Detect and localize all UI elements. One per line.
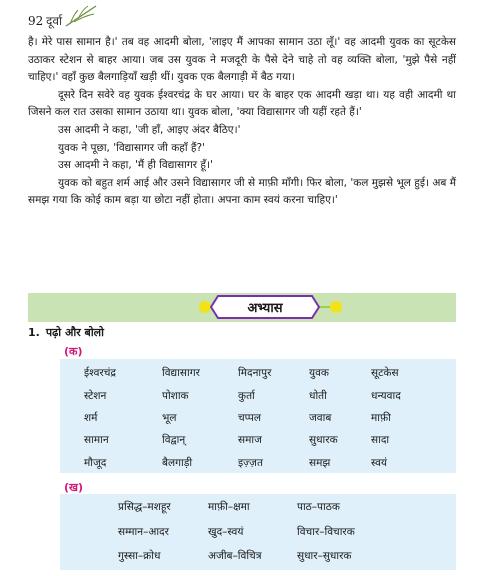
paragraph: दूसरे दिन सवेरे वह युवक ईश्वरचंद्र के घर आया। घर के बाहर एक आदमी खड़ा था। यह वही आदमी था जिसने कल रात उसका सामान उठाया था। युवक बोला, 'क्या विद्यासागर जी यहीं रहते हैं।' bbox=[28, 88, 456, 119]
banner-hexagon bbox=[210, 295, 320, 319]
word-pair-cell: गुस्सा–क्रोध bbox=[118, 550, 161, 563]
word-cell: पोशाक bbox=[162, 389, 189, 402]
exercise-banner bbox=[28, 293, 456, 322]
paragraph: उस आदमी ने कहा, 'मैं ही विद्यासागर हूँ।' bbox=[58, 159, 213, 172]
word-cell: इज़्ज़त bbox=[238, 456, 263, 469]
word-grid-a bbox=[60, 359, 456, 473]
word-cell: धोती bbox=[309, 389, 327, 402]
word-cell: बैलगाड़ी bbox=[162, 456, 193, 469]
word-cell: चप्पल bbox=[238, 411, 261, 424]
word-pair-row bbox=[118, 520, 427, 545]
word-cell: विद्यासागर bbox=[162, 367, 200, 380]
word-pair-cell: माफ़ी–क्षमा bbox=[208, 501, 250, 514]
word-pair-cell: अजीब–विचित्र bbox=[208, 550, 262, 563]
word-grid-b bbox=[60, 494, 456, 570]
section-a-label: (क) bbox=[64, 345, 83, 358]
word-cell: धन्यवाद bbox=[371, 389, 401, 402]
word-cell: सादा bbox=[371, 434, 390, 447]
paragraph: युवक को बहुत शर्म आई और उसने विद्यासागर जी से माफ़ी माँगी। फिर बोला, 'कल मुझसे भूल हुई। अब मैं समझ गया कि कोई काम बड़ा या छोटा नहीं होता। अपना काम स्वयं करना चाहिए।' bbox=[28, 176, 456, 207]
book-title: दूर्वा bbox=[46, 14, 63, 28]
word-cell: जवाब bbox=[309, 411, 332, 424]
paragraph: है। मेरे पास सामान है।' तब वह आदमी बोला, 'लाइए मैं आपका सामान उठा लूँ।' वह आदमी युवक का सूटकेस उठाकर स्टेशन से बाहर आया। जब उस युवक ने मजदूरी के पैसे देने चाहे तो वह व्यक्ति बोला, 'मुझे पैसे नहीं चाहिए।' वहाँ कुछ बैलगाड़ियाँ खड़ी थीं। युवक एक बैलगाड़ी में बैठ गया। bbox=[28, 36, 456, 84]
word-cell: ईश्वरचंद्र bbox=[84, 367, 116, 380]
paragraph: उस आदमी ने कहा, 'जी हाँ, आइए अंदर बैठिए।' bbox=[58, 123, 241, 136]
word-cell: सुधारक bbox=[309, 434, 338, 447]
word-cell: मिदनापुर bbox=[238, 367, 272, 380]
word-pair-cell: विचार–विचारक bbox=[297, 525, 355, 538]
word-cell: विद्वान् bbox=[162, 434, 186, 447]
word-cell: कुर्ता bbox=[238, 389, 255, 402]
word-row bbox=[84, 362, 451, 384]
word-pair-cell: पाठ–पाठक bbox=[297, 501, 340, 514]
word-cell: स्टेशन bbox=[84, 389, 107, 402]
word-pair-cell: सुधार–सुधारक bbox=[297, 550, 352, 563]
word-cell: समझ bbox=[309, 456, 331, 469]
exercise-title: अभ्यास bbox=[247, 301, 283, 316]
word-cell: युवक bbox=[309, 367, 329, 380]
word-row bbox=[84, 452, 451, 474]
word-cell: स्वयं bbox=[371, 456, 388, 469]
section-b-label: (ख) bbox=[64, 481, 84, 494]
word-pair-row bbox=[118, 544, 427, 569]
question-heading bbox=[28, 325, 110, 340]
word-cell: सामान bbox=[84, 434, 109, 447]
word-pair-cell: प्रसिद्ध–मशहूर bbox=[118, 501, 171, 514]
word-pair-cell: सम्मान–आदर bbox=[118, 525, 169, 538]
question-number: 1. bbox=[28, 326, 40, 339]
question-title: पढ़ो और बोलो bbox=[45, 326, 104, 339]
word-row bbox=[84, 384, 451, 406]
yellow-dot-icon bbox=[330, 301, 342, 313]
word-pair-row bbox=[118, 495, 427, 520]
word-cell: भूल bbox=[162, 411, 177, 424]
word-cell: माफ़ी bbox=[371, 411, 391, 424]
page-number: 92 bbox=[28, 14, 44, 28]
word-pair-cell: खुद–स्वयं bbox=[208, 525, 244, 538]
paragraph: युवक ने पूछा, 'विद्यासागर जी कहाँ हैं?' bbox=[58, 141, 205, 154]
word-cell: समाज bbox=[238, 434, 262, 447]
word-row bbox=[84, 407, 451, 429]
word-cell: सूटकेस bbox=[371, 367, 399, 380]
grass-sprig-icon bbox=[64, 4, 98, 28]
word-cell: शर्म bbox=[84, 411, 98, 424]
page-header bbox=[28, 6, 148, 32]
word-row bbox=[84, 429, 451, 451]
word-cell: मौजूद bbox=[84, 456, 107, 469]
story-passage bbox=[28, 34, 456, 210]
